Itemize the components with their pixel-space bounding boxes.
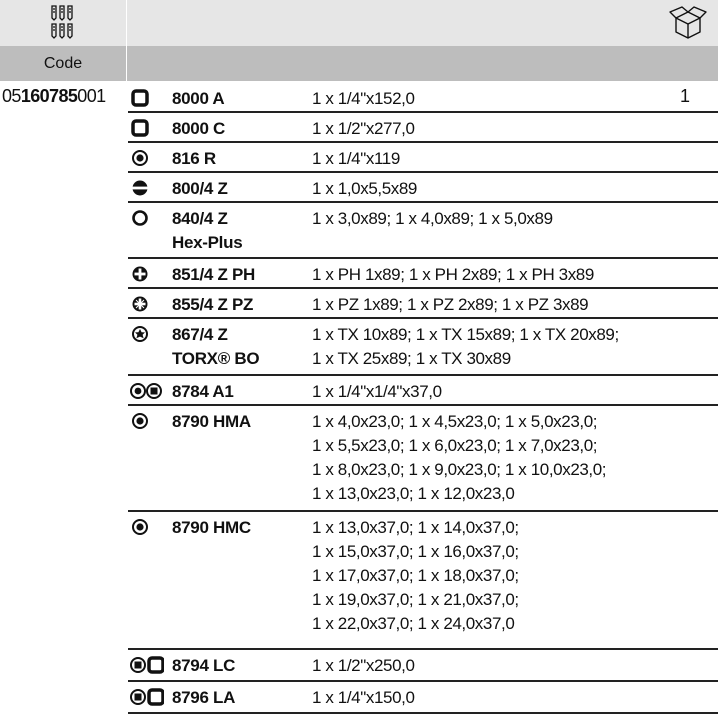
component-description: 1 x 1/4"x150,0 bbox=[312, 688, 415, 707]
model-number: 8794 LC bbox=[172, 656, 236, 675]
article-code-suffix: 001 bbox=[77, 86, 106, 106]
header-divider bbox=[126, 0, 127, 81]
table-row bbox=[128, 682, 718, 714]
square-socket-icon bbox=[130, 119, 152, 142]
package-quantity: 1 bbox=[680, 86, 691, 106]
component-description: 1 x 1,0x5,5x89 bbox=[312, 179, 417, 198]
torx-icon bbox=[130, 325, 152, 348]
package-box-icon bbox=[668, 4, 708, 40]
bullseye-icon bbox=[130, 149, 152, 172]
square-ring-icon bbox=[130, 688, 164, 711]
component-description: 1 x 1/4"x152,0 bbox=[312, 89, 415, 108]
table-row bbox=[128, 259, 718, 289]
component-description: 1 x PH 1x89; 1 x PH 2x89; 1 x PH 3x89 bbox=[312, 265, 594, 284]
table-row bbox=[128, 650, 718, 682]
component-description: 1 x PZ 1x89; 1 x PZ 2x89; 1 x PZ 3x89 bbox=[312, 295, 589, 314]
component-description: 1 x TX 10x89; 1 x TX 15x89; 1 x TX 20x89; 1 x TX 25x89; 1 x TX 30x89 bbox=[312, 325, 619, 368]
table-row bbox=[128, 319, 718, 376]
square-socket-icon bbox=[130, 89, 152, 112]
component-description: 1 x 3,0x89; 1 x 4,0x89; 1 x 5,0x89 bbox=[312, 209, 553, 228]
table-row bbox=[128, 376, 718, 406]
component-description: 1 x 1/2"x250,0 bbox=[312, 656, 415, 675]
model-number: 867/4 Z TORX® BO bbox=[172, 325, 260, 368]
model-number: 8000 A bbox=[172, 89, 225, 108]
table-row bbox=[128, 113, 718, 143]
phillips-icon bbox=[130, 265, 152, 288]
model-number: 840/4 Z Hex-Plus bbox=[172, 209, 243, 252]
model-number: 8784 A1 bbox=[172, 382, 234, 401]
component-description: 1 x 4,0x23,0; 1 x 4,5x23,0; 1 x 5,0x23,0; 1 x 5,5x23,0; 1 x 6,0x23,0; 1 x 7,0x23,0; 1 x 8,0x23,0; 1 x 9,0x23,0; 1 x 10,0x23,0; 1 x 13,0x23,0; 1 x 12,0x23,0 bbox=[312, 412, 607, 503]
header-icon-bar bbox=[0, 0, 718, 46]
model-number: 8796 LA bbox=[172, 688, 236, 707]
square-ring-icon bbox=[130, 656, 164, 679]
table-row bbox=[128, 203, 718, 259]
table-row bbox=[128, 406, 718, 512]
component-description: 1 x 1/4"x1/4"x37,0 bbox=[312, 382, 442, 401]
model-number: 800/4 Z bbox=[172, 179, 228, 198]
table-row bbox=[128, 512, 718, 650]
model-number: 8790 HMA bbox=[172, 412, 251, 431]
bit-set-icon bbox=[50, 4, 76, 40]
article-code-bold: 160785 bbox=[20, 86, 78, 106]
model-number: 8790 HMC bbox=[172, 518, 251, 537]
component-description: 1 x 13,0x37,0; 1 x 14,0x37,0; 1 x 15,0x37,0; 1 x 16,0x37,0; 1 x 17,0x37,0; 1 x 18,0x37,0; 1 x 19,0x37,0; 1 x 21,0x37,0; 1 x 22,0x37,0; 1 x 24,0x37,0 bbox=[312, 518, 519, 633]
component-description: 1 x 1/4"x119 bbox=[312, 149, 400, 168]
slotted-icon bbox=[130, 179, 152, 202]
article-code-prefix: 05 bbox=[2, 86, 21, 106]
code-column-label: Code bbox=[43, 55, 83, 72]
model-number: 816 R bbox=[172, 149, 216, 168]
article-code bbox=[2, 84, 106, 108]
model-number: 855/4 Z PZ bbox=[172, 295, 254, 314]
table-row bbox=[128, 289, 718, 319]
table-row bbox=[128, 83, 718, 113]
table-row bbox=[128, 143, 718, 173]
bullseye-icon bbox=[130, 412, 152, 435]
model-number: 851/4 Z PH bbox=[172, 265, 255, 284]
hex-icon bbox=[130, 209, 152, 232]
row-divider bbox=[128, 712, 718, 714]
model-number: 8000 C bbox=[172, 119, 226, 138]
table-row bbox=[128, 173, 718, 203]
bullseye-icon bbox=[130, 518, 152, 541]
bullseye-square-icon bbox=[130, 382, 164, 405]
component-description: 1 x 1/2"x277,0 bbox=[312, 119, 415, 138]
pozidriv-icon bbox=[130, 295, 152, 318]
